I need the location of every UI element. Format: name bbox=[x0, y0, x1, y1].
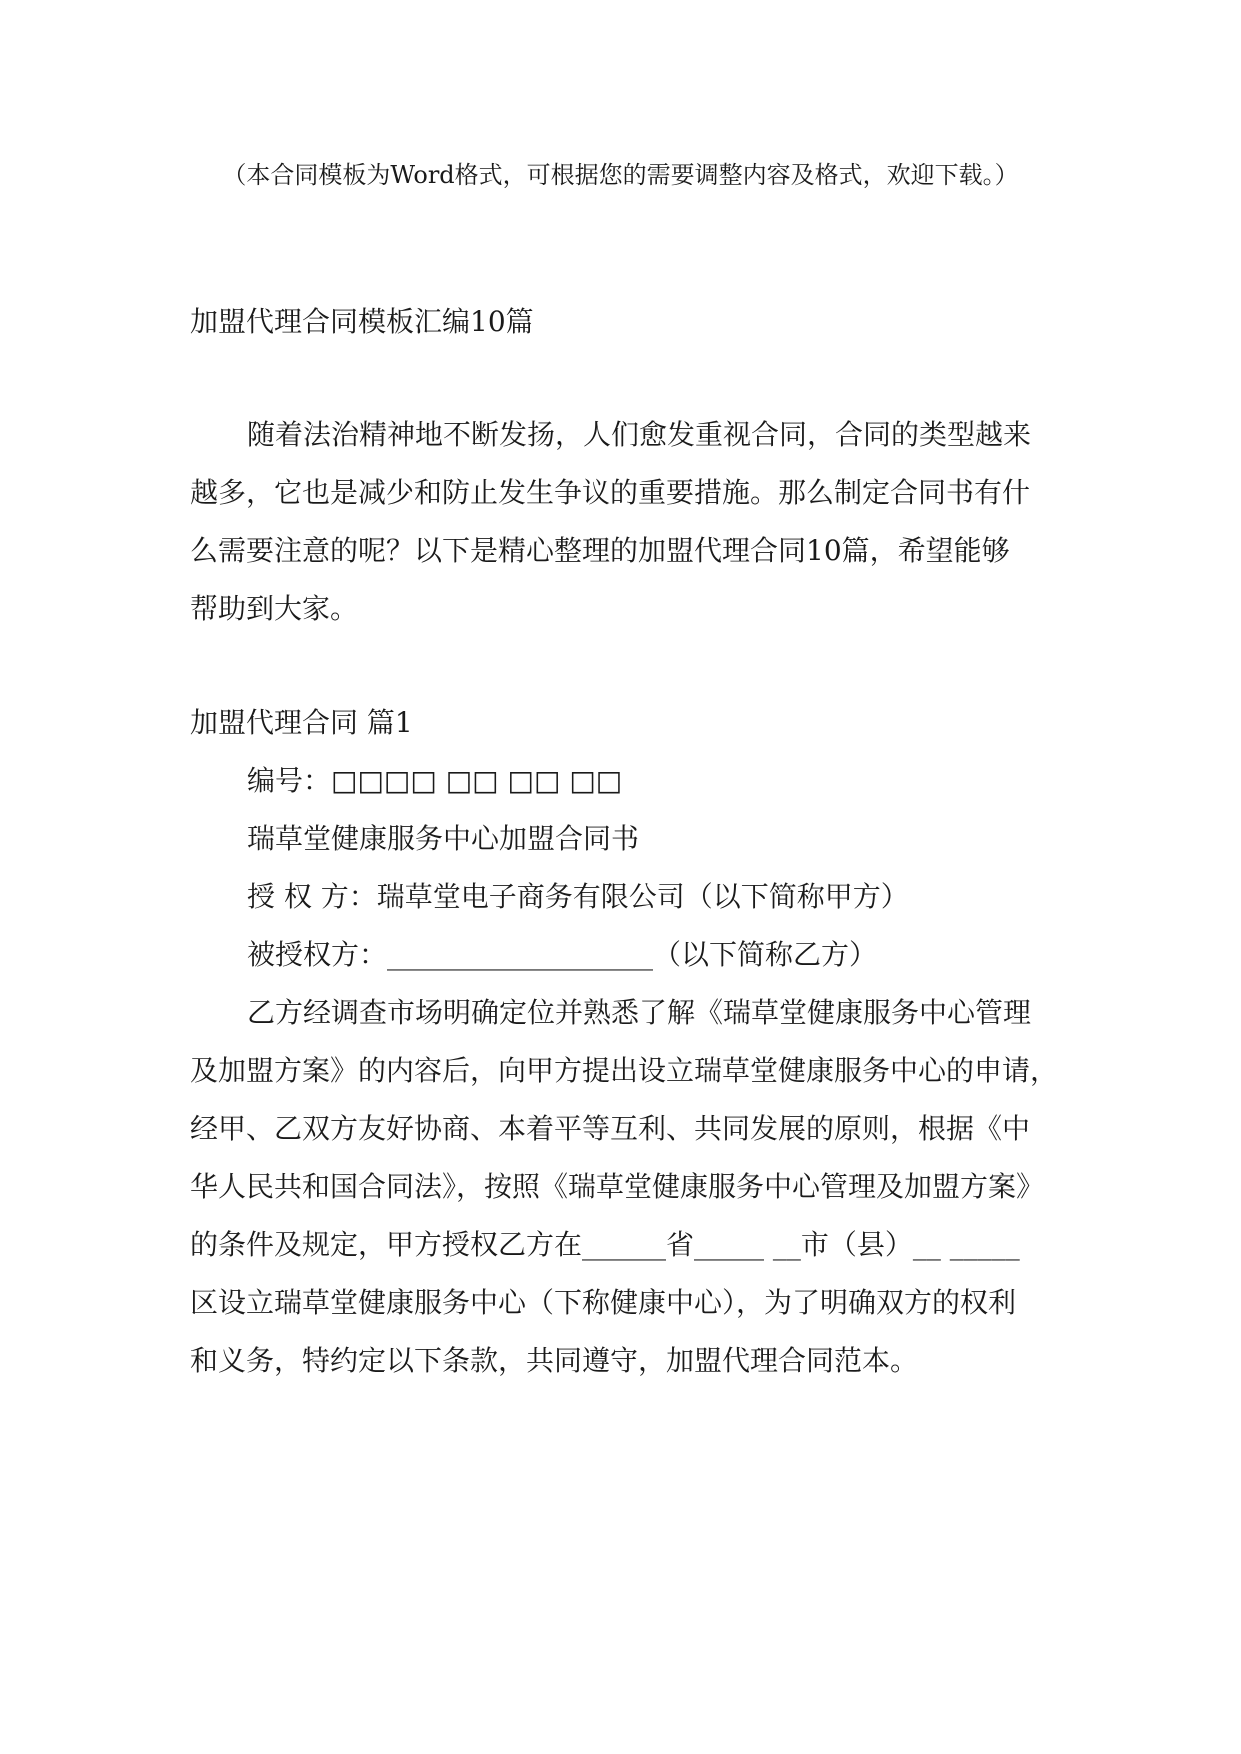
body-line: 和义务，特约定以下条款，共同遵守，加盟代理合同范本。 bbox=[190, 1344, 919, 1377]
intro-line: 帮助到大家。 bbox=[190, 592, 359, 625]
body-line: 经甲、乙双方友好协商、本着平等互利、共同发展的原则，根据《中 bbox=[190, 1112, 1031, 1145]
intro-line: 越多，它也是减少和防止发生争议的重要措施。那么制定合同书有什 bbox=[190, 476, 1031, 509]
grantee-line: 被授权方：___________________（以下简称乙方） bbox=[247, 938, 878, 971]
body-line: 及加盟方案》的内容后，向甲方提出设立瑞草堂健康服务中心的申请， bbox=[190, 1054, 1059, 1087]
document-title: 加盟代理合同模板汇编10篇 bbox=[190, 305, 534, 338]
body-line: 乙方经调查市场明确定位并熟悉了解《瑞草堂健康服务中心管理 bbox=[247, 996, 1032, 1029]
body-line: 华人民共和国合同法》，按照《瑞草堂健康服务中心管理及加盟方案》 bbox=[190, 1170, 1045, 1203]
intro-line: 随着法治精神地不断发扬，人们愈发重视合同，合同的类型越来 bbox=[247, 418, 1032, 451]
body-line: 区设立瑞草堂健康服务中心（下称健康中心），为了明确双方的权利 bbox=[190, 1286, 1017, 1319]
section-title: 加盟代理合同 篇1 bbox=[190, 706, 413, 739]
template-note: （本合同模板为Word格式，可根据您的需要调整内容及格式，欢迎下载。） bbox=[222, 161, 1019, 189]
intro-line: 么需要注意的呢？以下是精心整理的加盟代理合同10篇，希望能够 bbox=[190, 534, 1010, 567]
grantor-line: 授 权 方：瑞草堂电子商务有限公司（以下简称甲方） bbox=[247, 880, 909, 913]
contract-number: 编号：□□□□ □□ □□ □□ bbox=[247, 764, 623, 797]
body-line: 的条件及规定，甲方授权乙方在______省_____ __市（县）__ _____ bbox=[190, 1228, 1020, 1261]
contract-name: 瑞草堂健康服务中心加盟合同书 bbox=[247, 822, 640, 855]
